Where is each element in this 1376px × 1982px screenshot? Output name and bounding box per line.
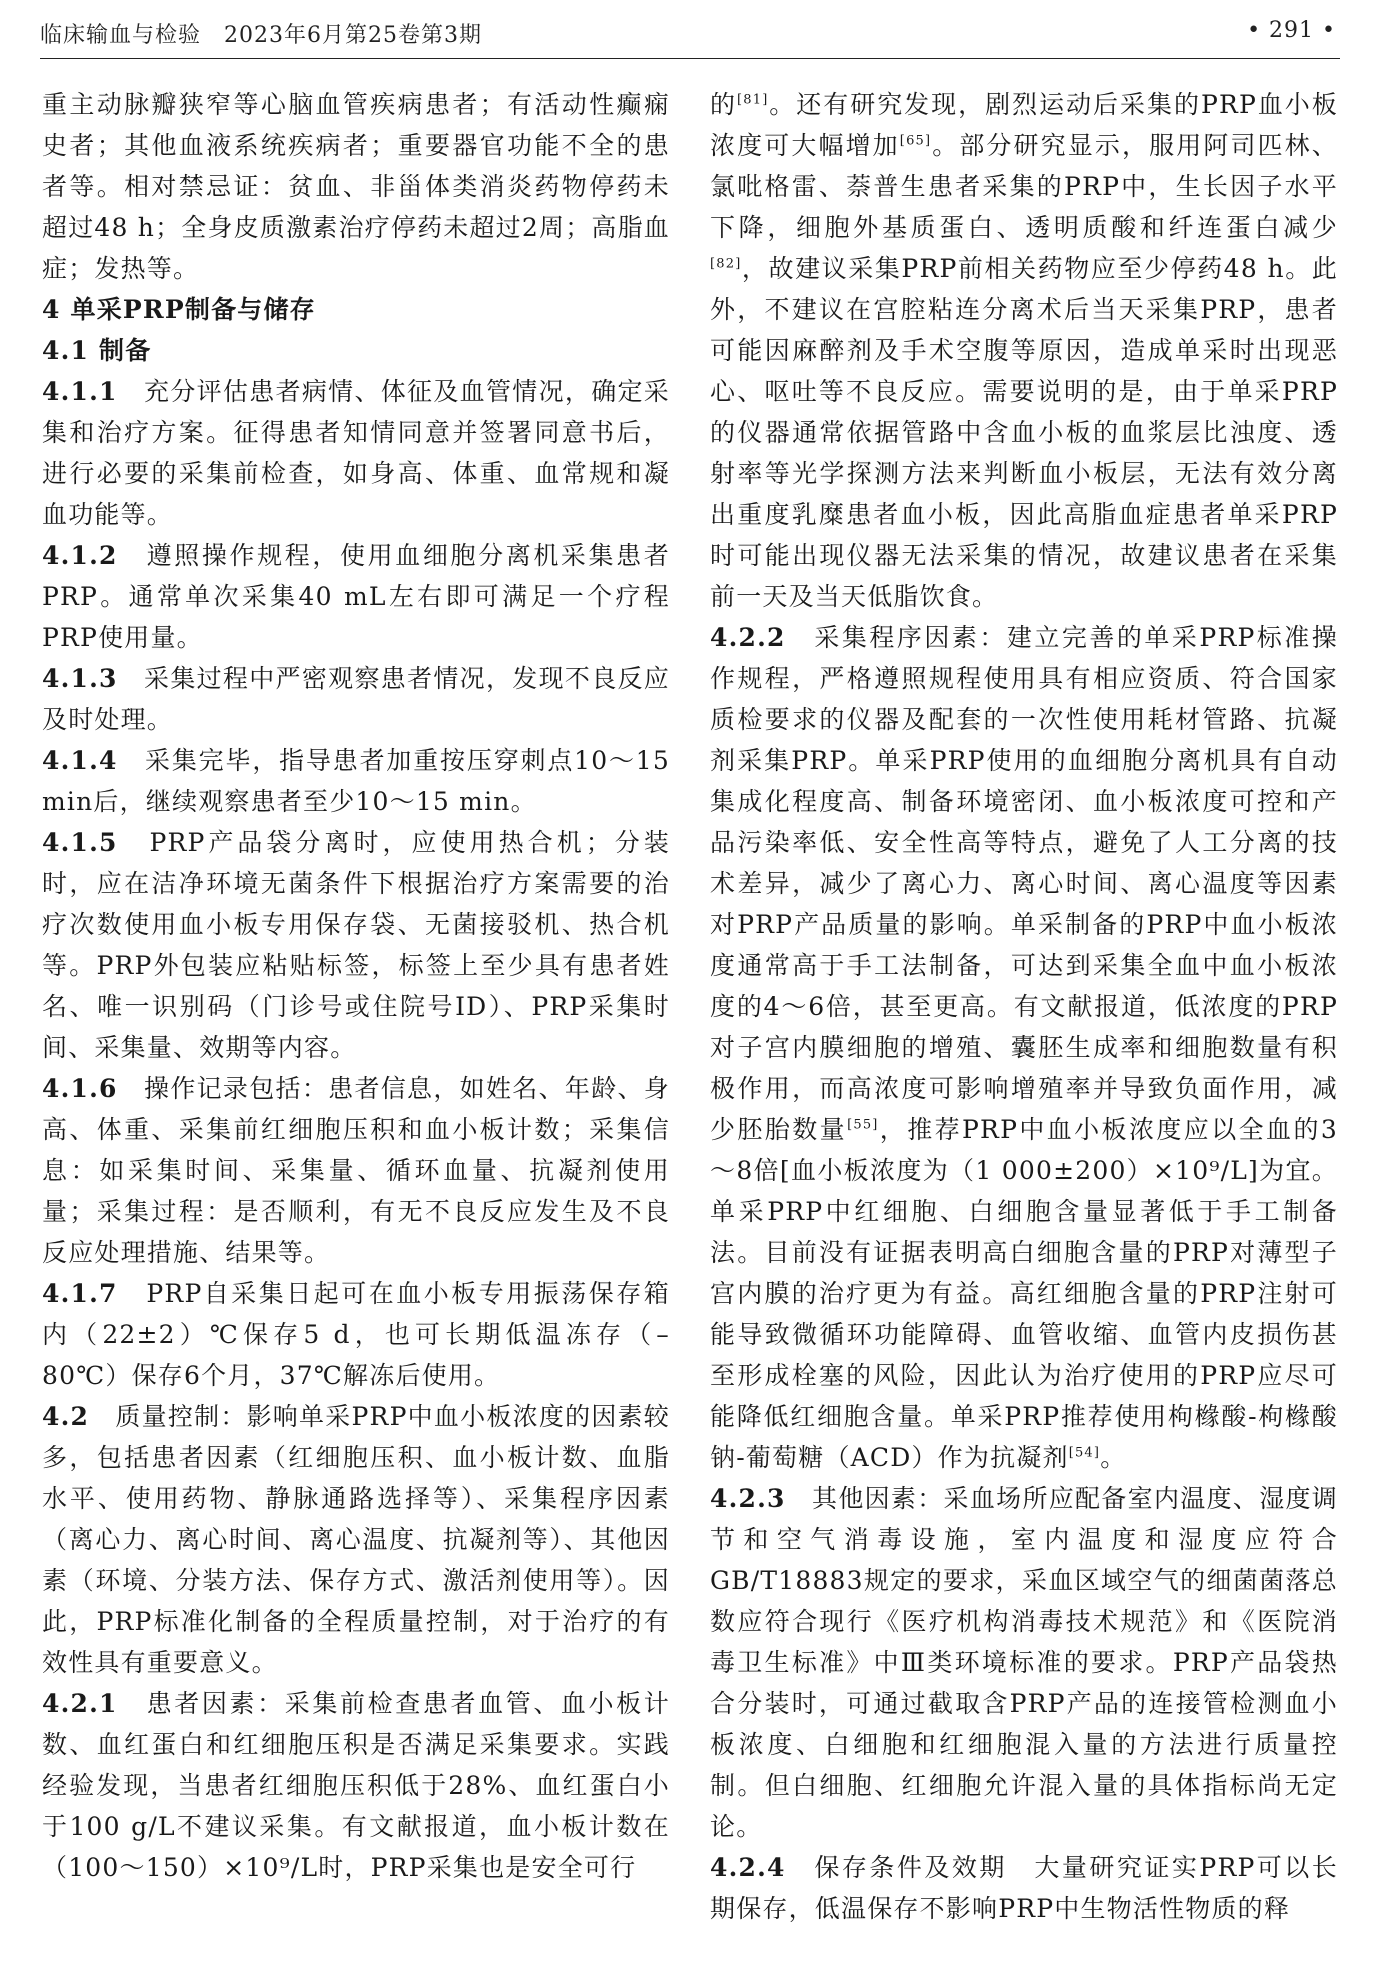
- citation: [55]: [847, 1117, 879, 1133]
- right-column: [710, 84, 1338, 1929]
- paragraph: [42, 740, 670, 822]
- paragraph-text: 患者因素：采集前检查患者血管、血小板计数、血红蛋白和红细胞压积是否满足采集要求。实践经验发现，当患者红细胞压积低于28%、血红蛋白小于100 g/L不建议采集。有文献报道，血小板计数在（100～150）×10⁹/L时，PRP采集也是安全可行: [42, 1689, 670, 1882]
- paragraph-text: 采集完毕，指导患者加重按压穿刺点10～15 min后，继续观察患者至少10～15 min。: [42, 746, 671, 816]
- citation: [82]: [710, 256, 742, 272]
- clause-number: 4.2: [42, 1402, 90, 1431]
- paragraph-text: 采集过程中严密观察患者情况，发现不良反应及时处理。: [42, 664, 670, 734]
- subsection-heading: [42, 330, 670, 371]
- paragraph: [42, 1683, 670, 1888]
- clause-number: 4.2.4: [710, 1853, 786, 1882]
- paragraph: [710, 1478, 1338, 1847]
- paragraph-text: 其他因素：采血场所应配备室内温度、湿度调节和空气消毒设施，室内温度和湿度应符合GB/T18883规定的要求，采血区域空气的细菌菌落总数应符合现行《医疗机构消毒技术规范》和《医院消毒卫生标准》中Ⅲ类环境标准的要求。PRP产品袋热合分装时，可通过截取含PRP产品的连接管检测血小板浓度、白细胞和红细胞混入量的方法进行质量控制。但白细胞、红细胞允许混入量的具体指标尚无定论。: [710, 1484, 1338, 1841]
- clause-number: 4.1.7: [42, 1279, 118, 1308]
- paragraph-text: 质量控制：影响单采PRP中血小板浓度的因素较多，包括患者因素（红细胞压积、血小板计数、血脂水平、使用药物、静脉通路选择等）、采集程序因素（离心力、离心时间、离心温度、抗凝剂等）、其他因素（环境、分装方法、保存方式、激活剂使用等）。因此，PRP标准化制备的全程质量控制，对于治疗的有效性具有重要意义。: [42, 1402, 670, 1677]
- journal-info: 临床输血与检验 2023年6月第25卷第3期: [40, 23, 482, 48]
- header-rule: [40, 58, 1340, 59]
- clause-number: 4.1.2: [42, 541, 118, 570]
- clause-number: 4.1.1: [42, 377, 118, 406]
- clause-number: 4.1.5: [42, 828, 118, 857]
- paragraph: [42, 1273, 670, 1396]
- paragraph: [710, 617, 1338, 1478]
- heading-text: 4 单采PRP制备与储存: [42, 295, 316, 324]
- paragraph-text: PRP自采集日起可在血小板专用振荡保存箱内（22±2）℃保存5 d，也可长期低温冻存（–80℃）保存6个月，37℃解冻后使用。: [42, 1279, 671, 1390]
- paragraph: [710, 84, 1338, 617]
- paragraph: [42, 371, 670, 535]
- section-heading: [42, 289, 670, 330]
- paragraph: [42, 535, 670, 658]
- paragraph-text: 重主动脉瓣狭窄等心脑血管疾病患者；有活动性癫痫史者；其他血液系统疾病者；重要器官功能不全的患者等。相对禁忌证：贫血、非甾体类消炎药物停药未超过48 h；全身皮质激素治疗停药未超过2周；高脂血症；发热等。: [42, 90, 670, 283]
- paragraph: [42, 658, 670, 740]
- paragraph-text: 采集程序因素：建立完善的单采PRP标准操作规程，严格遵照规程使用具有相应资质、符合国家质检要求的仪器及配套的一次性使用耗材管路、抗凝剂采集PRP。单采PRP使用的血细胞分离机具有自动集成化程度高、制备环境密闭、血小板浓度可控和产品污染率低、安全性高等特点，避免了人工分离的技术差异，减少了离心力、离心时间、离心温度等因素对PRP产品质量的影响。单采制备的PRP中血小板浓度通常高于手工法制备，可达到采集全血中血小板浓度的4～6倍，甚至更高。有文献报道，低浓度的PRP对子宫内膜细胞的增殖、囊胚生成率和细胞数量有积极作用，而高浓度可影响增殖率并导致负面作用，减少胚胎数量[55]，推荐PRP中血小板浓度应以全血的3～8倍[血小板浓度为（1 000±200）×10⁹/L]为宜。单采PRP中红细胞、白细胞含量显著低于手工制备法。目前没有证据表明高白细胞含量的PRP对薄型子宫内膜的治疗更为有益。高红细胞含量的PRP注射可能导致微循环功能障碍、血管收缩、血管内皮损伤甚至形成栓塞的风险，因此认为治疗使用的PRP应尽可能降低红细胞含量。单采PRP推荐使用枸橼酸-枸橼酸钠-葡萄糖（ACD）作为抗凝剂[54]。: [710, 623, 1339, 1472]
- clause-number: 4.1.3: [42, 664, 118, 693]
- heading-text: 4.1 制备: [42, 336, 152, 365]
- paragraph-text: PRP产品袋分离时，应使用热合机；分装时，应在洁净环境无菌条件下根据治疗方案需要的治疗次数使用血小板专用保存袋、无菌接驳机、热合机等。PRP外包装应粘贴标签，标签上至少具有患者姓名、唯一识别码（门诊号或住院号ID）、PRP采集时间、采集量、效期等内容。: [42, 828, 670, 1062]
- paragraph-text: 保存条件及效期 大量研究证实PRP可以长期保存，低温保存不影响PRP中生物活性物质的释: [710, 1853, 1339, 1923]
- citation: [54]: [1068, 1445, 1101, 1461]
- paragraph: [42, 822, 670, 1068]
- paragraph-text: 的[81]。还有研究发现，剧烈运动后采集的PRP血小板浓度可大幅增加[65]。部分研究显示，服用阿司匹林、氯吡格雷、萘普生患者采集的PRP中，生长因子水平下降，细胞外基质蛋白、透明质酸和纤连蛋白减少[82]，故建议采集PRP前相关药物应至少停药48 h。此外，不建议在宫腔粘连分离术后当天采集PRP，患者可能因麻醉剂及手术空腹等原因，造成单采时出现恶心、呕吐等不良反应。需要说明的是，由于单采PRP的仪器通常依据管路中含血小板的血浆层比浊度、透射率等光学探测方法来判断血小板层，无法有效分离出重度乳糜患者血小板，因此高脂血症患者单采PRP时可能出现仪器无法采集的情况，故建议患者在采集前一天及当天低脂饮食。: [710, 90, 1338, 611]
- left-column: [42, 84, 670, 1888]
- clause-number: 4.1.6: [42, 1074, 118, 1103]
- clause-number: 4.2.1: [42, 1689, 118, 1718]
- clause-number: 4.2.3: [710, 1484, 786, 1513]
- paragraph-text: 充分评估患者病情、体征及血管情况，确定采集和治疗方案。征得患者知情同意并签署同意书后，进行必要的采集前检查，如身高、体重、血常规和凝血功能等。: [42, 377, 670, 529]
- paragraph: [42, 1068, 670, 1273]
- clause-number: 4.1.4: [42, 746, 118, 775]
- paragraph-text: 遵照操作规程，使用血细胞分离机采集患者PRP。通常单次采集40 mL左右即可满足一个疗程PRP使用量。: [42, 541, 670, 652]
- paragraph: [42, 84, 670, 289]
- citation: [65]: [899, 133, 932, 149]
- page-number: • 291 •: [1247, 18, 1336, 43]
- clause-number: 4.2.2: [710, 623, 786, 652]
- paragraph: [42, 1396, 670, 1683]
- paragraph: [710, 1847, 1338, 1929]
- citation: [81]: [736, 92, 769, 108]
- paragraph-text: 操作记录包括：患者信息，如姓名、年龄、身高、体重、采集前红细胞压积和血小板计数；采集信息：如采集时间、采集量、循环血量、抗凝剂使用量；采集过程：是否顺利，有无不良反应发生及不良反应处理措施、结果等。: [42, 1074, 670, 1267]
